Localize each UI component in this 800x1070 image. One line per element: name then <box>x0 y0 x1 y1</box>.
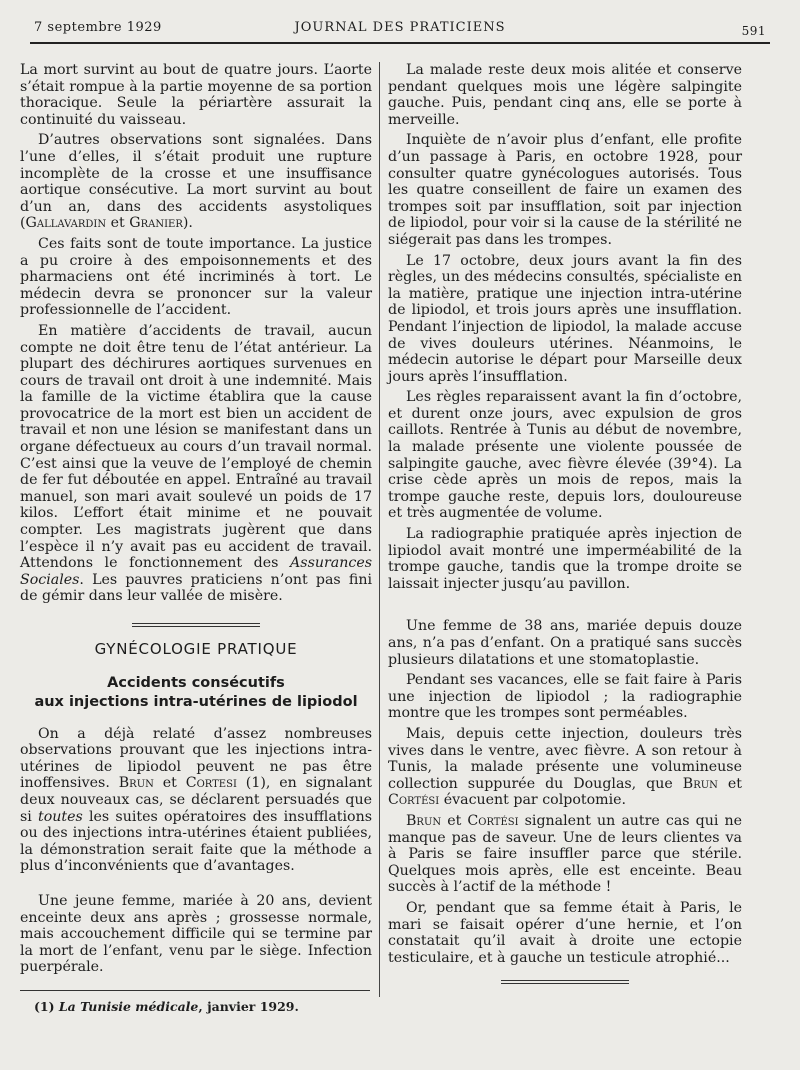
author-name: Brun <box>682 775 718 792</box>
section-separator <box>132 623 260 627</box>
paragraph: Le 17 octobre, deux jours avant la fin des règles, un des médecins consultés, spécialiste en la matière, pratique une injection intra-utérine de lipiodol, et trois jours après une insufflation. Pendant l’injection de lipiodol, la malade accuse de vives douleurs utérines. Néanmoins, le médecin autorise le départ pour Marseille deux jours après l’insufflation. <box>388 252 742 385</box>
footnote-rule <box>20 990 370 991</box>
running-header <box>30 18 770 40</box>
italic-term: Assurances Sociales <box>20 555 372 588</box>
author-name: Gallavardin <box>25 215 107 232</box>
paragraph: Une jeune femme, mariée à 20 ans, devient enceinte deux ans après ; grossesse normale, mais accouchement difficile qui se termine par la mort de l’enfant, venu par le siège. Infection puerpérale. <box>20 892 372 976</box>
column-divider <box>379 62 380 997</box>
author-name: Granier <box>129 215 183 232</box>
paragraph: La mort survint au bout de quatre jours. L’aorte s’était rompue à la partie moyenne de sa portion thoracique. Seule la périartère assurait la continuité du vaisseau. <box>20 62 372 128</box>
page-number: 591 <box>741 24 766 38</box>
author-name: Cortési <box>388 792 440 809</box>
paragraph: D’autres observations sont signalées. Dans l’une d’elles, il s’était produit une rupture incomplète de la crosse et une insuffisance aortique consécutive. La mort survint au bout d’un an, dans des accidents asystoliques (Gallavardin et Granier). <box>20 132 372 232</box>
paragraph: Ces faits sont de toute importance. La justice a pu croire à des empoisonnements et des pharmaciens ont été incriminés à tort. Le médecin devra se prononcer sur la valeur professionnelle de l’accident. <box>20 235 372 319</box>
header-rule <box>30 42 770 44</box>
author-name: Cortési <box>467 812 519 829</box>
section-title: GYNÉCOLOGIE PRATIQUE <box>94 640 298 658</box>
right-column <box>388 62 742 998</box>
paragraph: On a déjà relaté d’assez nombreuses observations prouvant que les injections intra-utérines de lipiodol peuvent ne pas être inoffensives. Brun et Cortesi (1), en signalant deux nouveaux cas, se déclarent persuadés que si toutes les suites opératoires des insufflations ou des injections intra-utérines étaient publiées, la démonstration serait faite que la méthode a plus d’inconvénients que d’avantages. <box>20 725 372 875</box>
paragraph: Inquiète de n’avoir plus d’enfant, elle profite d’un passage à Paris, en octobre 1928, pour consulter quatre gynécologues autorisés. Tous les quatre conseillent de faire un examen des trompes soit par insufflation, soit par injection de lipiodol, pour voir si la cause de la stérilité ne siégerait pas dans les trompes. <box>388 132 742 248</box>
footnote: (1) La Tunisie médicale, janvier 1929. <box>34 998 299 1014</box>
author-name: Cortesi <box>185 775 237 792</box>
article-title: Accidents consécutifs aux injections intra-utérines de lipiodol <box>34 674 358 710</box>
paragraph: Les règles reparaissent avant la fin d’octobre, et durent onze jours, avec expulsion de gros caillots. Rentrée à Tunis au début de novembre, la malade présente une violente poussée de salpingite gauche, avec fièvre élevée (39°4). La crise cède après un mois de repos, mais la trompe gauche reste, depuis lors, douloureuse et très augmentée de volume. <box>388 389 742 522</box>
issue-date: 7 septembre 1929 <box>34 20 162 35</box>
journal-title: JOURNAL DES PRATICIENS <box>294 20 506 35</box>
paragraph: Pendant ses vacances, elle se fait faire à Paris une injection de lipiodol ; la radiographie montre que les trompes sont perméables. <box>388 672 742 722</box>
italic-term: toutes <box>38 808 83 825</box>
end-separator <box>501 980 629 984</box>
author-name: Brun <box>406 812 442 829</box>
paragraph: La radiographie pratiquée après injection de lipiodol avait montré une imperméabilité de la trompe gauche, tandis que la trompe droite se laissait injecter jusqu’au pavillon. <box>388 526 742 592</box>
paragraph: Or, pendant que sa femme était à Paris, le mari se faisait opérer d’une hernie, et l’on constatait qu’il avait à droite une ectopie testiculaire, et à gauche un testicule atrophié... <box>388 899 742 966</box>
left-column <box>20 62 372 1016</box>
paragraph: Mais, depuis cette injection, douleurs très vives dans le ventre, avec fièvre. A son retour à Tunis, la malade présente une volumineuse collection suppurée du Douglas, que Brun et Cortési évacuent par colpotomie. <box>388 725 742 809</box>
paragraph: Une femme de 38 ans, mariée depuis douze ans, n’a pas d’enfant. On a pratiqué sans succès plusieurs dilatations et une stomatoplastie. <box>388 618 742 668</box>
author-name: Brun <box>118 775 154 792</box>
paragraph: En matière d’accidents de travail, aucun compte ne doit être tenu de l’état antérieur. La plupart des déchirures aortiques survenues en cours de travail ont droit à une indemnité. Mais la famille de la victime établira que la cause provocatrice de la mort est bien un accident de travail et non une lésion se manifestant dans un organe défectueux au cours d’un travail normal. C’est ainsi que la veuve de l’employé de chemin de fer fut déboutée en appel. Entraîné au travail manuel, son mari avait soulevé un poids de 17 kilos. L’effort était minime et ne pouvait compter. Les magistrats jugèrent que dans l’espèce il n’y avait pas eu accident de travail. Attendons le fonctionnement des Assurances Sociales. Les pauvres praticiens n’ont pas fini de gémir dans leur vallée de misère. <box>20 322 372 605</box>
paragraph: Brun et Cortési signalent un autre cas qui ne manque pas de saveur. Une de leurs clientes va à Paris se faire insuffler parce que stérile. Quelques mois après, elle est enceinte. Beau succès à l’actif de la méthode ! <box>388 812 742 896</box>
paragraph: La malade reste deux mois alitée et conserve pendant quelques mois une légère salpingite gauche. Puis, pendant cinq ans, elle se porte à merveille. <box>388 62 742 128</box>
